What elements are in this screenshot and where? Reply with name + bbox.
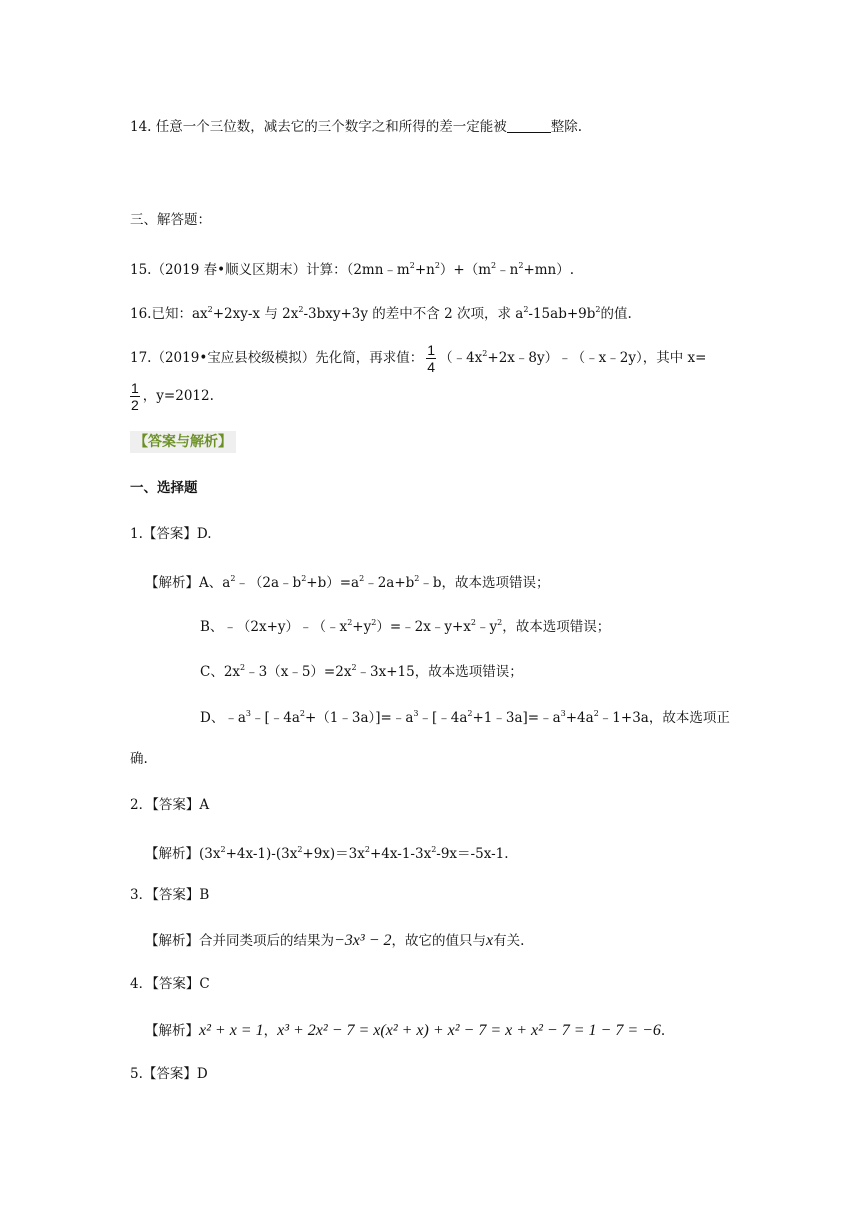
superscript-exponent: 2 xyxy=(347,618,353,627)
text-segment: 【解析】合并同类项后的结果为 xyxy=(145,933,334,949)
section-1-title: 一、选择题 xyxy=(130,480,198,496)
text-segment: 有关. xyxy=(493,933,525,949)
superscript-exponent: 2 xyxy=(431,845,437,854)
text-segment: +2x﹣8y）﹣（﹣x﹣2y），其中 x= xyxy=(487,350,707,366)
answer-3-label: 3．【答案】B xyxy=(130,887,210,903)
text-segment: ﹣[﹣4a xyxy=(418,710,468,726)
superscript-exponent: 2 xyxy=(230,574,236,583)
text-segment: 【解析】(3x xyxy=(145,846,221,862)
text-segment: +y xyxy=(352,619,372,635)
text-segment: ﹣n xyxy=(496,262,519,278)
text-segment: . xyxy=(660,1023,666,1039)
text-segment: 【解析】A、a xyxy=(145,575,231,591)
text-segment: 1 xyxy=(427,342,436,358)
text-segment: ，故它的值只与 xyxy=(391,933,486,949)
superscript-exponent: 2 xyxy=(240,663,246,672)
question-14 xyxy=(130,117,582,137)
superscript-exponent: 2 xyxy=(414,574,420,583)
text-segment: 16.已知：ax xyxy=(130,306,208,322)
superscript-exponent: 2 xyxy=(491,261,497,270)
text-segment: 15.（2019 春•顺义区期末）计算：（2mn﹣m xyxy=(130,262,410,278)
text-segment: ﹣3（x﹣5）=2x xyxy=(245,664,352,680)
superscript-exponent: 2 xyxy=(359,574,365,583)
text-segment: D、﹣a xyxy=(200,710,246,726)
superscript-exponent: 2 xyxy=(297,845,303,854)
question-15 xyxy=(130,256,574,280)
text-segment: +mn）. xyxy=(523,262,575,278)
text-segment: ，故本选项错误； xyxy=(502,619,611,635)
superscript-exponent: 2 xyxy=(595,305,601,314)
text-segment: +4x-1-3x xyxy=(369,846,432,862)
superscript-exponent: 2 xyxy=(482,349,488,358)
text-segment: -3bxy+3y 的差中不含 2 次项，求 a xyxy=(303,306,524,322)
answer-1-line-c xyxy=(200,658,523,682)
answer-1-label: 1.【答案】D. xyxy=(130,526,212,542)
superscript-exponent: 2 xyxy=(298,305,304,314)
superscript-exponent: 2 xyxy=(364,845,370,854)
text-segment: +2xy-x 与 2x xyxy=(212,306,299,322)
answer-1-line-a xyxy=(145,569,550,593)
superscript-exponent: 2 xyxy=(371,618,377,627)
question-17-cont xyxy=(130,378,214,414)
text-segment: ﹣1+3a，故本选项正 xyxy=(598,710,730,726)
answer-1-line-b xyxy=(200,613,610,637)
text-segment: 的值. xyxy=(600,306,632,322)
text-segment: +1﹣3a]=﹣a xyxy=(472,710,561,726)
text-segment: B、﹣（2x+y）﹣（﹣x xyxy=(200,619,348,635)
text-segment: ﹣（2a﹣b xyxy=(235,575,302,591)
superscript-exponent: 3 xyxy=(560,709,566,718)
math-variable: x xyxy=(486,932,494,949)
superscript-exponent: 2 xyxy=(518,261,524,270)
superscript-exponent: 2 xyxy=(220,845,226,854)
superscript-exponent: 3 xyxy=(413,709,419,718)
text-segment: ）=﹣2x﹣y+x xyxy=(376,619,471,635)
superscript-exponent: 2 xyxy=(207,305,213,314)
answer-1-line-d-cont: 确. xyxy=(130,751,148,767)
text-segment: +n xyxy=(414,262,435,278)
superscript-exponent: 2 xyxy=(299,709,305,718)
text-segment: （﹣4x xyxy=(439,350,483,366)
fraction-one-half xyxy=(130,381,140,412)
answer-2-label: 2．【答案】A xyxy=(130,797,210,813)
superscript-exponent: 2 xyxy=(497,618,503,627)
text-segment: -15ab+9b xyxy=(528,306,596,322)
text-segment: -9x＝-5x-1. xyxy=(436,846,509,862)
text-segment: 17.（2019•宝应县校级模拟）先化简，再求值： xyxy=(130,350,424,366)
question-16 xyxy=(130,300,632,324)
superscript-exponent: 3 xyxy=(245,709,251,718)
superscript-exponent: 2 xyxy=(523,305,529,314)
text-segment: +（1﹣3a）]=﹣a xyxy=(304,710,414,726)
answer-4-label: 4．【答案】C xyxy=(130,976,210,992)
text-segment: C、2x xyxy=(200,664,241,680)
text-segment: 【解析】 xyxy=(145,1023,199,1039)
section-3-title: 三、解答题： xyxy=(130,212,211,228)
answer-3-explanation xyxy=(145,929,524,953)
superscript-exponent: 2 xyxy=(467,709,473,718)
text-segment: ）+（m xyxy=(439,262,492,278)
question-17 xyxy=(130,336,706,376)
text-segment: 2 xyxy=(131,397,139,413)
text-segment: ﹣[﹣4a xyxy=(250,710,300,726)
text-segment: +b）=a xyxy=(306,575,360,591)
answer-5-label: 5.【答案】D xyxy=(130,1066,208,1082)
text-segment: 1 xyxy=(131,380,139,396)
superscript-exponent: 2 xyxy=(351,663,357,672)
text-segment: ﹣y xyxy=(476,619,498,635)
answer-2-explanation xyxy=(145,840,509,864)
text-segment: ﹣2a+b xyxy=(364,575,415,591)
superscript-exponent: 2 xyxy=(301,574,307,583)
text-segment: ﹣3x+15，故本选项错误； xyxy=(356,664,523,680)
text-segment: +4a xyxy=(565,710,594,726)
superscript-exponent: 2 xyxy=(409,261,415,270)
answers-heading: 【答案与解析】 xyxy=(130,431,236,453)
math-expression-2: x³ + 2x² − 7 = x(x² + x) + x² − 7 = x + x² − 7 = 1 − 7 = −6 xyxy=(277,1022,661,1039)
text-segment: +9x)＝3x xyxy=(302,846,365,862)
text-segment: ， xyxy=(263,1023,278,1039)
superscript-exponent: 2 xyxy=(470,618,476,627)
fraction-one-quarter xyxy=(426,343,436,374)
math-expression: −3x³ − 2 xyxy=(334,932,392,949)
text-segment: +4x-1)-(3x xyxy=(225,846,298,862)
text-segment: 整除. xyxy=(550,119,583,135)
text-segment: 4 xyxy=(427,359,436,375)
superscript-exponent: 2 xyxy=(593,709,599,718)
answer-1-line-d xyxy=(200,704,730,728)
answer-4-explanation xyxy=(145,1019,665,1043)
answer-blank xyxy=(507,120,551,133)
text-segment: 14. 任意一个三位数，减去它的三个数字之和所得的差一定能被 xyxy=(130,119,507,135)
text-segment: ，y=2012. xyxy=(142,388,214,404)
text-segment: ﹣b，故本选项错误； xyxy=(419,575,550,591)
math-expression-1: x² + x = 1 xyxy=(199,1022,264,1039)
superscript-exponent: 2 xyxy=(434,261,440,270)
